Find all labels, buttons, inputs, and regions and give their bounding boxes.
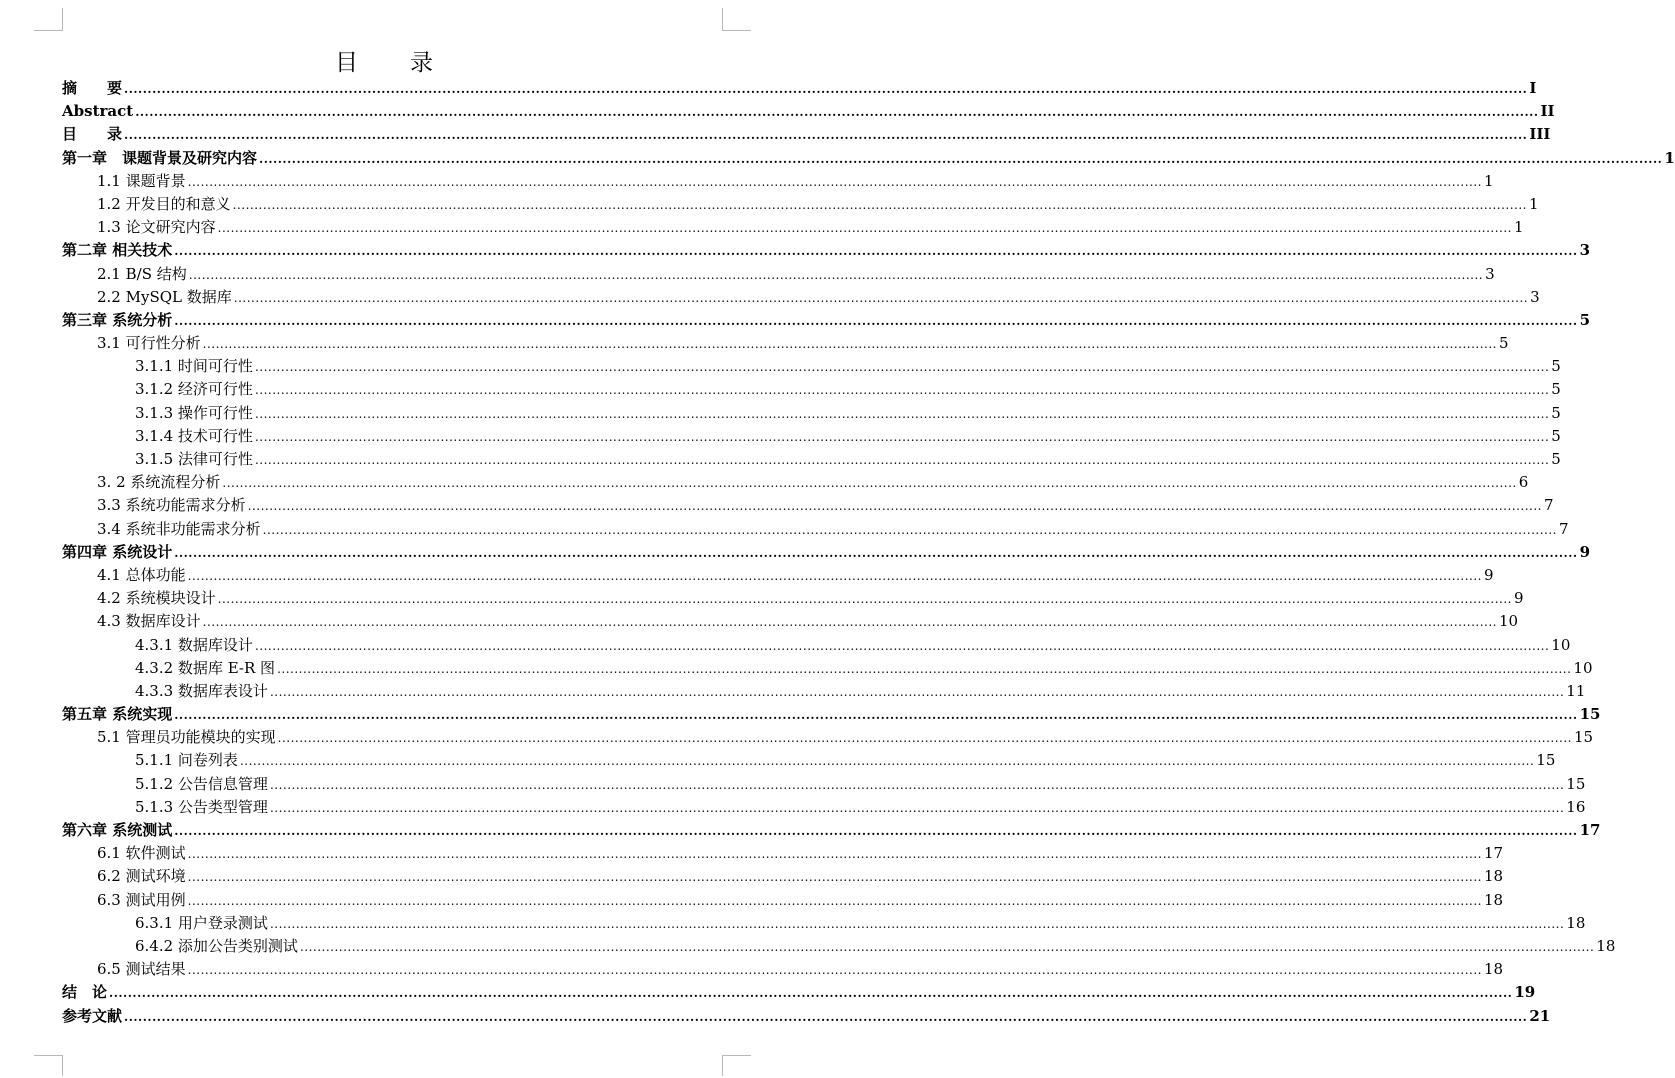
page-corner-mark-top-left (34, 8, 63, 31)
toc-entry[interactable] (62, 819, 1601, 842)
toc-entry-label: 3. 2 系统流程分析 (97, 473, 221, 492)
toc-entry-page: 10 (1551, 635, 1571, 654)
toc-entry-page: I (1529, 79, 1537, 97)
toc-entry-label: 4.1 总体功能 (97, 565, 186, 584)
toc-entry-label: 6.1 软件测试 (97, 844, 186, 863)
toc-entry-label: 参考文献 (62, 1006, 123, 1025)
toc-entry[interactable] (62, 286, 1540, 309)
toc-entry-label: 第四章 系统设计 (62, 542, 173, 561)
toc-entry-label: 3.4 系统非功能需求分析 (97, 519, 261, 538)
toc-entry-label: 6.5 测试结果 (97, 960, 186, 979)
toc-entry-page: 3 (1530, 287, 1540, 306)
toc-entry[interactable] (62, 494, 1554, 517)
toc-dot-leader: ............................................................................................................................................................................................................................................................................................................ (188, 267, 1484, 282)
toc-entry-page: 11 (1566, 681, 1586, 700)
toc-entry-page: 9 (1579, 542, 1590, 561)
toc-entry-page: 18 (1483, 890, 1504, 909)
toc-entry-label: 6.2 测试环境 (97, 867, 186, 886)
toc-entry-label: 5.1.1 问卷列表 (135, 751, 238, 770)
toc-entry-page: 5 (1551, 380, 1561, 399)
toc-entry-page: 19 (1514, 983, 1536, 1002)
toc-dot-leader: ............................................................................................................................................................................................................................................................................................................ (254, 406, 1550, 421)
toc-dot-leader: ............................................................................................................................................................................................................................................................................................................ (254, 453, 1550, 467)
toc-dot-leader: ............................................................................................................................................................................................................................................................................................................ (174, 313, 1578, 328)
toc-entry[interactable] (62, 332, 1509, 355)
toc-entry[interactable] (62, 263, 1495, 286)
toc-entry[interactable] (62, 170, 1494, 193)
toc-entry-page: 15 (1573, 728, 1594, 747)
toc-entry-label: 第三章 系统分析 (62, 310, 173, 329)
toc-entry-label: 5.1.3 公告类型管理 (135, 797, 268, 816)
toc-entry[interactable] (62, 680, 1586, 703)
toc-entry[interactable] (62, 958, 1504, 981)
toc-entry-label: 2.1 B/S 结构 (97, 264, 187, 283)
toc-dot-leader: ............................................................................................................................................................................................................................................................................................................ (202, 615, 1497, 630)
toc-entry-label: 1.3 论文研究内容 (97, 218, 216, 237)
toc-entry[interactable] (62, 147, 1675, 170)
toc-entry-page: 7 (1558, 519, 1569, 538)
toc-entry-page: 15 (1536, 751, 1556, 770)
toc-dot-leader: ............................................................................................................................................................................................................................................................................................................ (109, 986, 1513, 1001)
toc-entry-page: 5 (1551, 403, 1561, 422)
toc-entry-page: 10 (1573, 658, 1593, 677)
toc-dot-leader: ............................................................................................................................................................................................................................................................................................................ (254, 383, 1550, 398)
toc-entry-label: 第六章 系统测试 (62, 821, 173, 839)
toc-entry-page: II (1540, 102, 1555, 121)
toc-dot-leader: ............................................................................................................................................................................................................................................................................................................ (187, 568, 1482, 583)
toc-entry-page: 1 (1664, 148, 1675, 167)
toc-entry[interactable] (62, 634, 1571, 657)
toc-entry-page: 21 (1529, 1006, 1551, 1025)
toc-entry-label: 摘 要 (62, 79, 123, 97)
toc-dot-leader: ............................................................................................................................................................................................................................................................................................................ (247, 499, 1542, 514)
toc-dot-leader: ............................................................................................................................................................................................................................................................................................................ (217, 592, 1512, 607)
toc-entry-label: 结 论 (62, 983, 108, 1002)
toc-entry-page: 18 (1483, 960, 1504, 979)
toc-entry[interactable] (62, 355, 1561, 378)
toc-dot-leader: ............................................................................................................................................................................................................................................................................................................ (202, 337, 1497, 352)
toc-dot-leader: ............................................................................................................................................................................................................................................................................................................ (187, 893, 1482, 908)
toc-entry-page: 5 (1551, 450, 1561, 468)
toc-dot-leader: ............................................................................................................................................................................................................................................................................................................ (259, 151, 1663, 166)
toc-entry-label: 6.4.2 添加公告类别测试 (135, 936, 298, 955)
toc-dot-leader: ............................................................................................................................................................................................................................................................................................................ (124, 1009, 1528, 1024)
toc-entry[interactable] (62, 518, 1569, 541)
toc-entry[interactable] (62, 402, 1561, 425)
toc-entry-page: 5 (1498, 334, 1509, 353)
toc-entry-label: 3.1.5 法律可行性 (135, 450, 253, 468)
toc-dot-leader: ............................................................................................................................................................................................................................................................................................................ (124, 128, 1528, 143)
toc-entry-label: 3.3 系统功能需求分析 (97, 496, 246, 515)
toc-entry-label: 4.3.2 数据库 E-R 图 (135, 658, 276, 677)
toc-entry[interactable] (62, 796, 1586, 819)
toc-dot-leader: ............................................................................................................................................................................................................................................................................................................ (174, 244, 1578, 259)
toc-dot-leader: ............................................................................................................................................................................................................................................................................................................ (277, 661, 1572, 676)
toc-entry[interactable] (62, 935, 1616, 958)
toc-entry[interactable] (62, 1005, 1551, 1028)
toc-entry-page: 5 (1551, 357, 1561, 376)
table-of-contents (62, 77, 1675, 1028)
toc-entry-label: 5.1 管理员功能模块的实现 (97, 728, 276, 747)
toc-dot-leader: ............................................................................................................................................................................................................................................................................................................ (187, 870, 1482, 885)
toc-dot-leader: ............................................................................................................................................................................................................................................................................................................ (239, 754, 1535, 769)
toc-entry[interactable] (62, 378, 1561, 401)
toc-dot-leader: ............................................................................................................................................................................................................................................................................................................ (187, 963, 1482, 978)
toc-entry-page: 18 (1483, 867, 1504, 886)
toc-entry-label: 6.3 测试用例 (97, 890, 186, 909)
toc-entry-page: 17 (1579, 821, 1601, 839)
toc-entry[interactable] (62, 123, 1551, 146)
toc-entry[interactable] (62, 749, 1556, 772)
toc-dot-leader: ............................................................................................................................................................................................................................................................................................................ (124, 82, 1528, 96)
toc-entry[interactable] (62, 471, 1529, 494)
toc-dot-leader: ............................................................................................................................................................................................................................................................................................................ (174, 824, 1578, 838)
toc-dot-leader: ............................................................................................................................................................................................................................................................................................................ (269, 916, 1565, 931)
toc-dot-leader: ............................................................................................................................................................................................................................................................................................................ (299, 939, 1595, 954)
toc-entry-label: 目 录 (62, 125, 123, 144)
page-corner-mark-bottom-left (34, 1055, 63, 1076)
toc-dot-leader: ............................................................................................................................................................................................................................................................................................................ (187, 847, 1482, 862)
toc-entry-label: 第一章 课题背景及研究内容 (62, 148, 258, 167)
toc-dot-leader: ............................................................................................................................................................................................................................................................................................................ (269, 800, 1565, 815)
toc-entry-page: 15 (1579, 705, 1601, 724)
toc-entry[interactable] (62, 541, 1590, 564)
toc-entry-page: 1 (1483, 171, 1494, 190)
toc-entry-label: 3.1 可行性分析 (97, 334, 201, 353)
toc-entry[interactable] (62, 842, 1504, 865)
toc-entry[interactable] (62, 239, 1590, 262)
toc-dot-leader: ............................................................................................................................................................................................................................................................................................................ (174, 545, 1578, 560)
toc-entry-label: 5.1.2 公告信息管理 (135, 774, 268, 793)
toc-entry-label: 6.3.1 用户登录测试 (135, 913, 268, 932)
toc-entry[interactable] (62, 216, 1524, 239)
toc-dot-leader: ............................................................................................................................................................................................................................................................................................................ (187, 174, 1482, 189)
toc-entry[interactable] (62, 889, 1504, 912)
toc-dot-leader: ............................................................................................................................................................................................................................................................................................................ (233, 290, 1529, 305)
toc-entry-page: 7 (1543, 496, 1554, 515)
toc-entry-page: 17 (1483, 844, 1504, 863)
toc-entry-page: 10 (1498, 612, 1519, 631)
toc-dot-leader: ............................................................................................................................................................................................................................................................................................................ (222, 476, 1517, 491)
toc-entry[interactable] (62, 425, 1561, 448)
page-corner-mark-bottom-right (722, 1055, 751, 1076)
toc-dot-leader: ............................................................................................................................................................................................................................................................................................................ (135, 105, 1539, 120)
toc-entry-label: 4.3 数据库设计 (97, 612, 201, 631)
toc-entry-label: 3.1.2 经济可行性 (135, 380, 253, 399)
toc-title: 目 录 (335, 50, 435, 76)
toc-entry-page: 3 (1579, 241, 1590, 260)
toc-entry[interactable] (62, 587, 1524, 610)
page-corner-mark-top-right (722, 8, 751, 31)
toc-entry[interactable] (62, 657, 1593, 680)
toc-entry[interactable] (62, 865, 1504, 888)
toc-dot-leader: ............................................................................................................................................................................................................................................................................................................ (262, 522, 1557, 537)
toc-entry-label: 1.1 课题背景 (97, 171, 186, 190)
toc-entry-label: 第二章 相关技术 (62, 241, 173, 260)
toc-entry-label: 1.2 开发目的和意义 (97, 194, 231, 213)
toc-dot-leader: ............................................................................................................................................................................................................................................................................................................ (254, 638, 1550, 653)
toc-dot-leader: ............................................................................................................................................................................................................................................................................................................ (269, 777, 1565, 792)
toc-dot-leader: ............................................................................................................................................................................................................................................................................................................ (254, 429, 1550, 444)
toc-entry-page: 6 (1518, 473, 1529, 492)
toc-entry[interactable] (62, 703, 1601, 726)
toc-entry[interactable] (62, 448, 1561, 471)
toc-entry[interactable] (62, 726, 1594, 749)
toc-entry[interactable] (62, 77, 1537, 100)
toc-dot-leader: ............................................................................................................................................................................................................................................................................................................ (277, 731, 1572, 746)
toc-entry-label: 4.3.3 数据库表设计 (135, 681, 268, 700)
toc-entry-page: 1 (1528, 194, 1539, 213)
toc-dot-leader: ............................................................................................................................................................................................................................................................................................................ (254, 360, 1550, 375)
toc-entry-page: 18 (1566, 913, 1586, 932)
toc-entry[interactable] (62, 981, 1536, 1004)
toc-entry-label: 4.3.1 数据库设计 (135, 635, 253, 654)
toc-entry-page: III (1529, 125, 1551, 144)
toc-entry-label: Abstract (62, 102, 134, 121)
toc-entry[interactable] (62, 100, 1555, 123)
toc-entry-label: 3.1.4 技术可行性 (135, 426, 253, 445)
toc-dot-leader: ............................................................................................................................................................................................................................................................................................................ (269, 684, 1565, 699)
toc-entry-label: 第五章 系统实现 (62, 705, 173, 724)
toc-entry-page: 9 (1513, 589, 1524, 608)
toc-entry-page: 15 (1566, 774, 1586, 793)
toc-entry[interactable] (62, 564, 1494, 587)
toc-entry[interactable] (62, 610, 1519, 633)
toc-entry-label: 4.2 系统模块设计 (97, 589, 216, 608)
toc-entry[interactable] (62, 193, 1539, 216)
toc-entry-label: 3.1.3 操作可行性 (135, 403, 253, 422)
toc-entry-page: 5 (1579, 310, 1590, 329)
toc-entry[interactable] (62, 773, 1586, 796)
toc-entry-page: 5 (1551, 426, 1561, 445)
toc-entry-page: 18 (1596, 936, 1616, 955)
toc-entry-page: 16 (1566, 797, 1586, 816)
toc-entry-label: 2.2 MySQL 数据库 (97, 287, 232, 306)
toc-entry-page: 1 (1513, 218, 1524, 237)
toc-dot-leader: ............................................................................................................................................................................................................................................................................................................ (232, 197, 1527, 212)
toc-dot-leader: ............................................................................................................................................................................................................................................................................................................ (217, 221, 1512, 236)
toc-entry-label: 3.1.1 时间可行性 (135, 357, 253, 376)
toc-dot-leader: ............................................................................................................................................................................................................................................................................................................ (174, 708, 1578, 723)
toc-entry-page: 9 (1483, 565, 1494, 584)
toc-entry[interactable] (62, 912, 1586, 935)
toc-entry[interactable] (62, 309, 1590, 332)
toc-entry-page: 3 (1485, 264, 1495, 283)
